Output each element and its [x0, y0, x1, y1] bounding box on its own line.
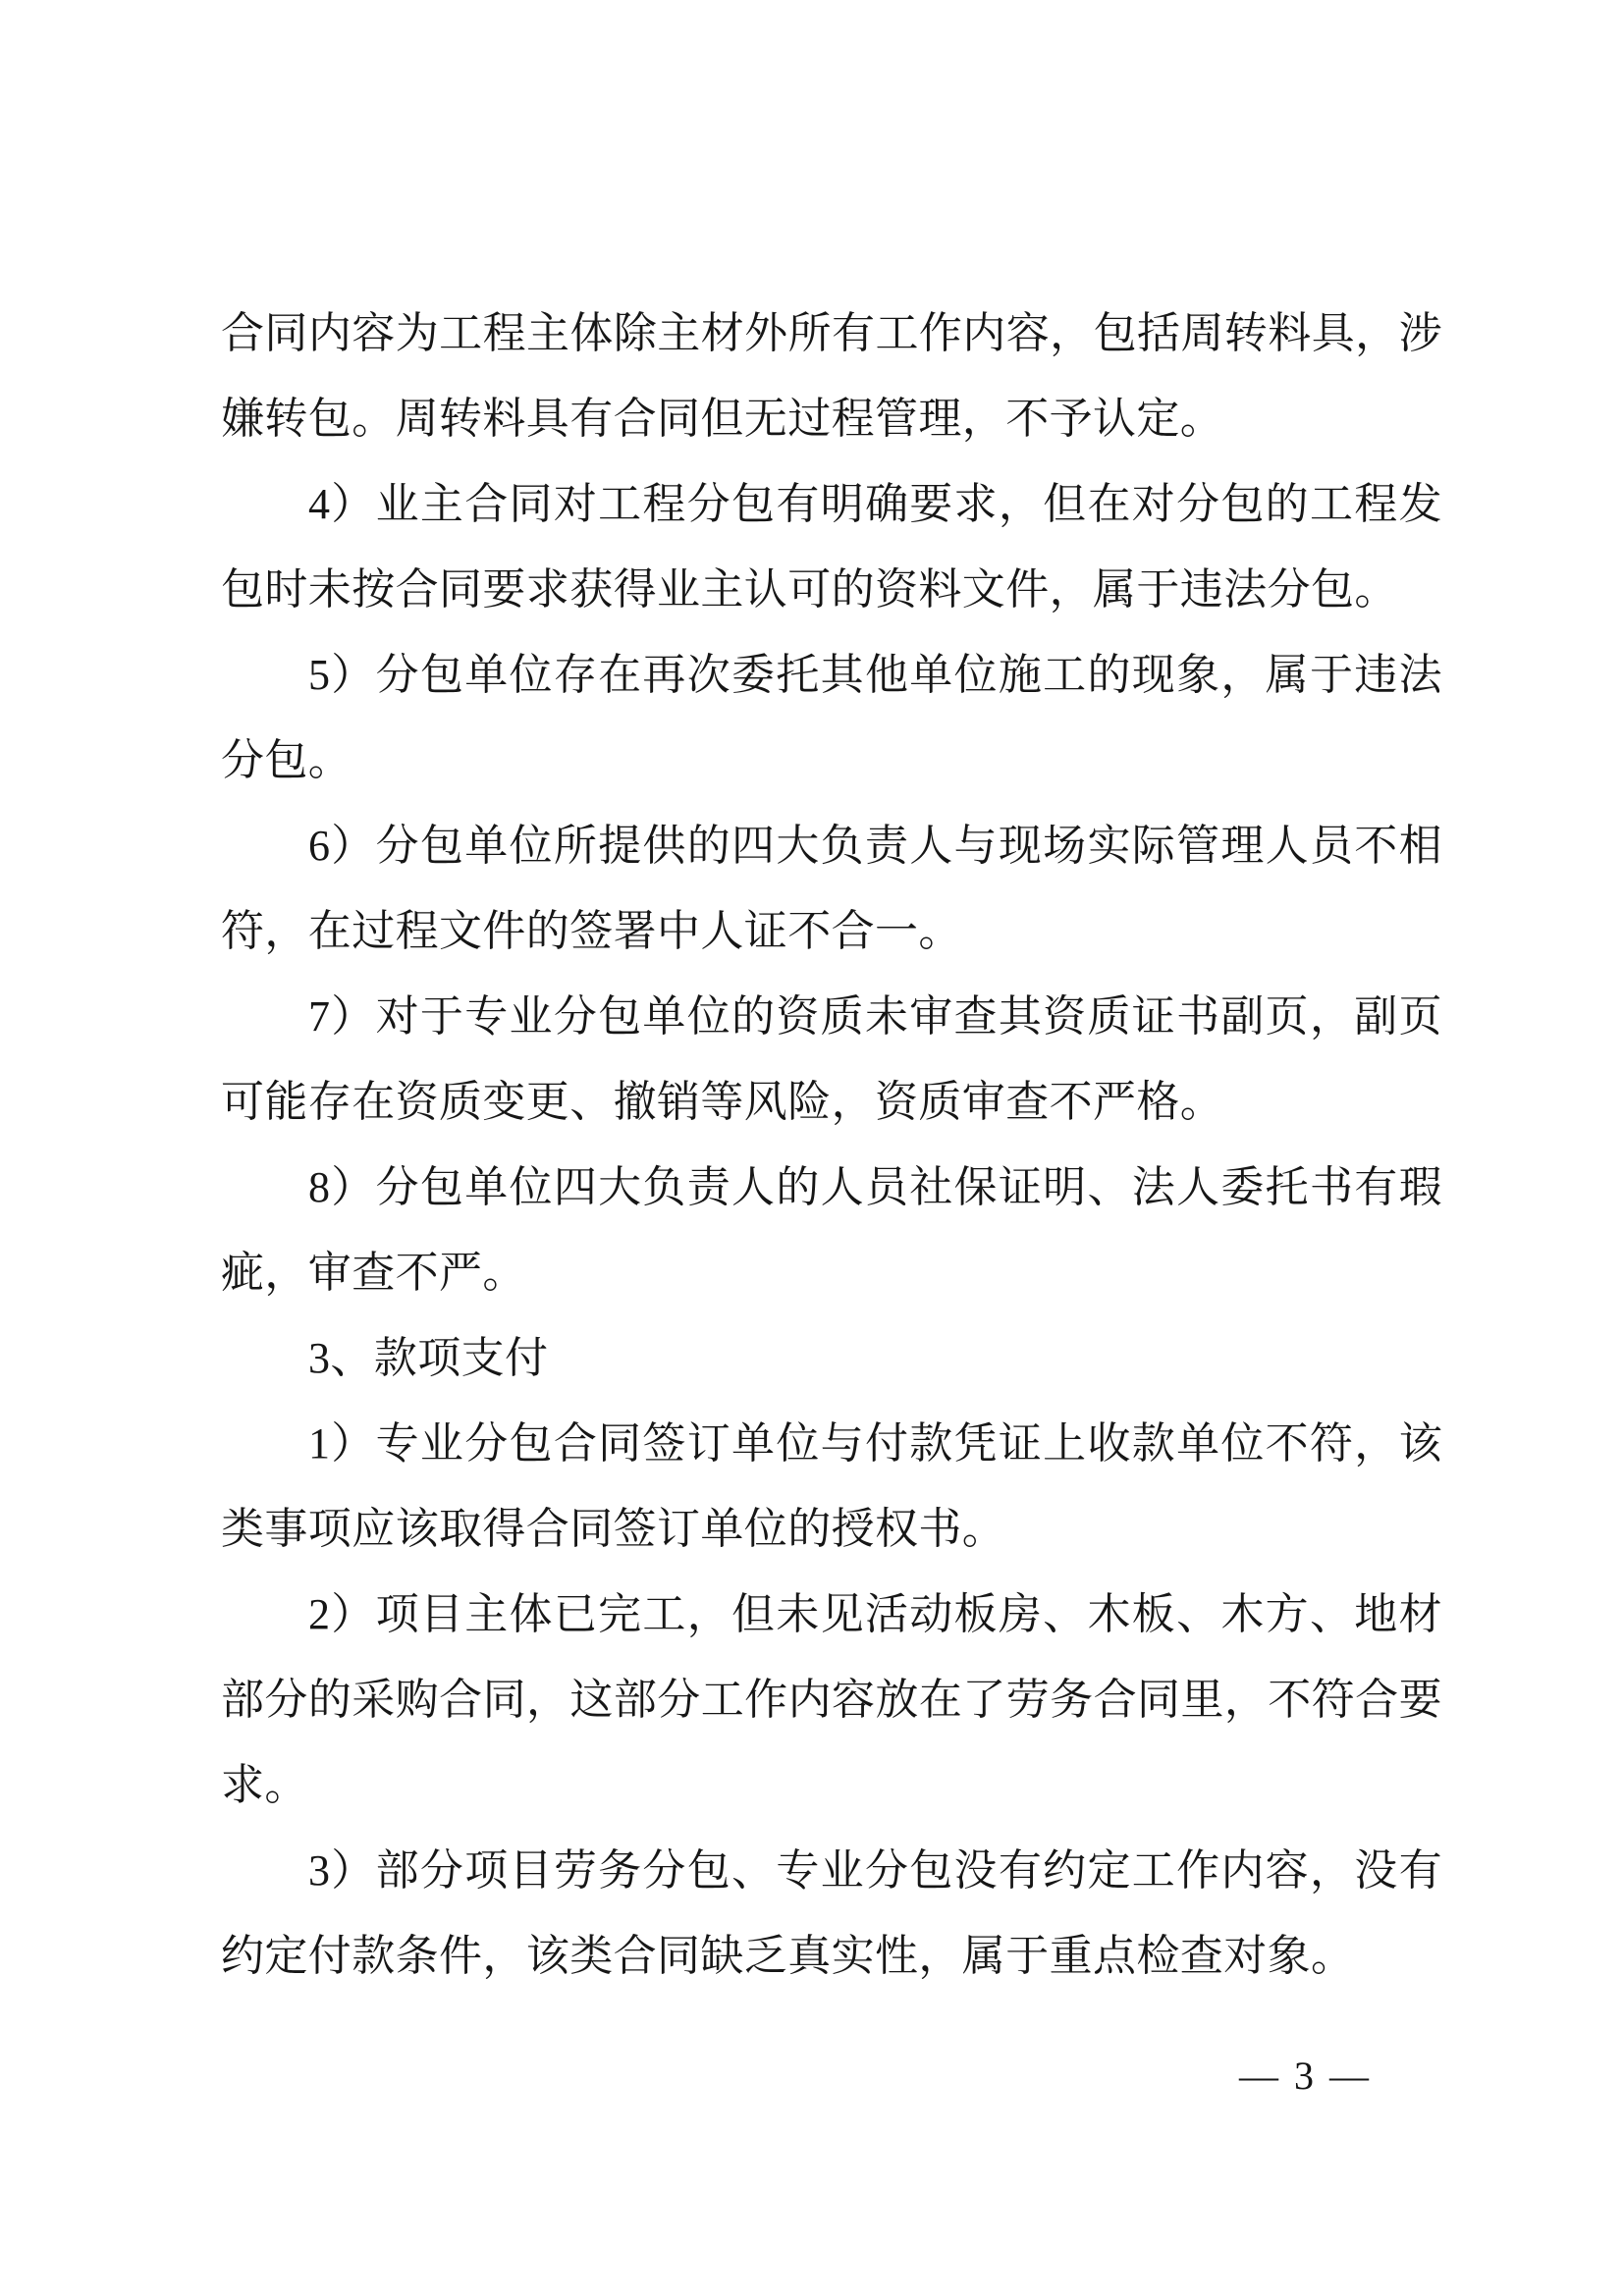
text-line: 求。	[221, 1761, 308, 1809]
text-line: 可能存在资质变更、撤销等风险，资质审查不严格。	[221, 1078, 1224, 1126]
text-line: 5）分包单位存在再次委托其他单位施工的现象，属于违法	[308, 651, 1442, 699]
text-line: 分包。	[221, 736, 352, 784]
text-line: 6）分包单位所提供的四大负责人与现场实际管理人员不相	[308, 822, 1442, 870]
text-line: 4）业主合同对工程分包有明确要求，但在对分包的工程发	[308, 480, 1442, 528]
text-line: 8）分包单位四大负责人的人员社保证明、法人委托书有瑕	[308, 1163, 1442, 1211]
text-line: 类事项应该取得合同签订单位的授权书。	[221, 1505, 1006, 1553]
text-line: 部分的采购合同，这部分工作内容放在了劳务合同里，不符合要	[221, 1676, 1442, 1724]
text-line: 包时未按合同要求获得业主认可的资料文件，属于违法分包。	[221, 565, 1398, 614]
text-line: 2）项目主体已完工，但未见活动板房、木板、木方、地材	[308, 1590, 1442, 1638]
text-line: 3）部分项目劳务分包、专业分包没有约定工作内容，没有	[308, 1846, 1442, 1895]
document-text-block	[221, 291, 1442, 1999]
text-line: 符，在过程文件的签署中人证不合一。	[221, 907, 962, 955]
text-line: 疵，审查不严。	[221, 1249, 526, 1297]
text-line: 合同内容为工程主体除主材外所有工作内容，包括周转料具，涉	[221, 309, 1442, 357]
text-line: 约定付款条件，该类合同缺乏真实性，属于重点检查对象。	[221, 1932, 1355, 1980]
text-line-section-heading: 3、款项支付	[308, 1334, 549, 1382]
page-number: — 3 —	[1239, 2054, 1372, 2098]
text-line: 7）对于专业分包单位的资质未审查其资质证书副页，副页	[308, 992, 1442, 1041]
text-line: 1）专业分包合同签订单位与付款凭证上收款单位不符，该	[308, 1419, 1442, 1468]
text-line: 嫌转包。周转料具有合同但无过程管理，不予认定。	[221, 395, 1224, 443]
